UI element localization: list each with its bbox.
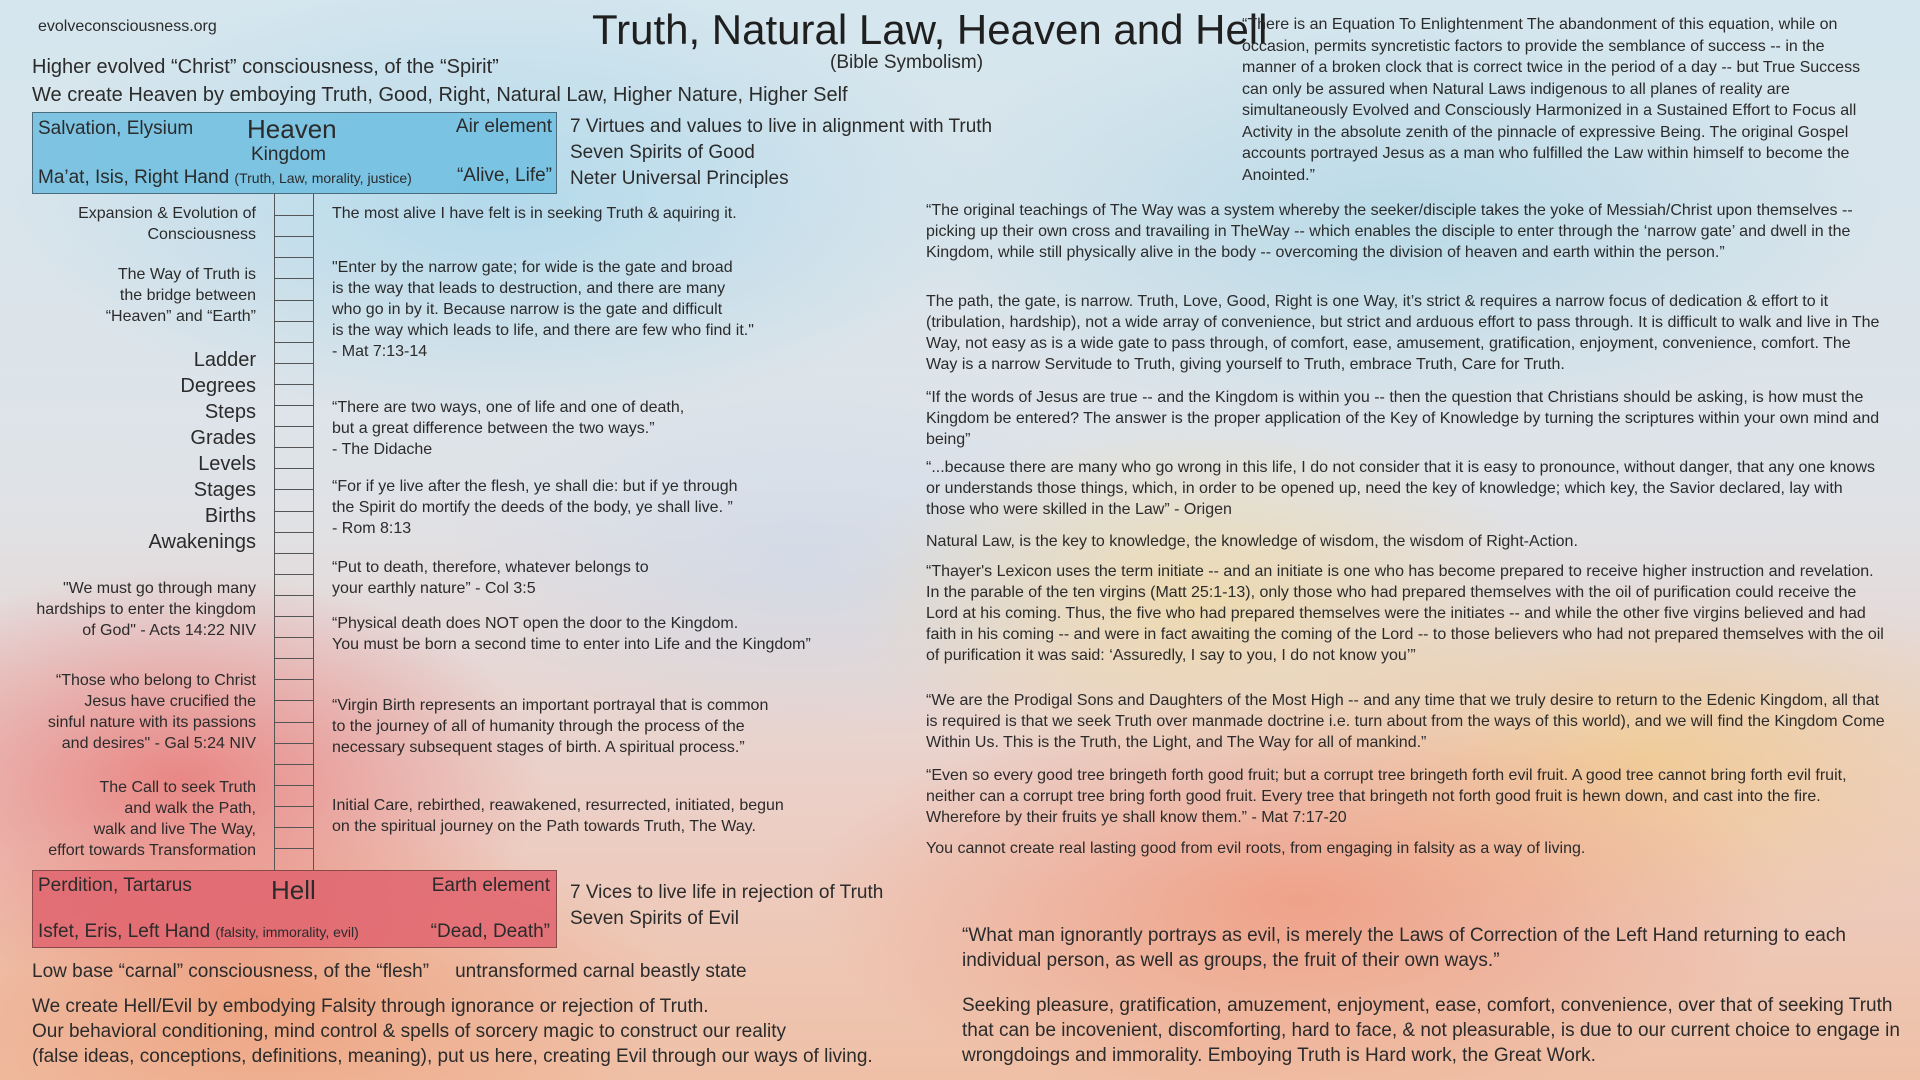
hell-label: Hell <box>271 875 316 905</box>
ladder-rung <box>275 764 313 765</box>
note-line: effort towards Transformation <box>48 842 256 859</box>
heaven-sub-label: Kingdom <box>251 144 326 165</box>
heaven-side-3: Neter Universal Principles <box>570 168 789 189</box>
ladder-rung <box>275 468 313 469</box>
note-line: and desires" - Gal 5:24 NIV <box>61 735 256 752</box>
note-line: sinful nature with its passions <box>47 714 256 731</box>
note-line: of God" - Acts 14:22 NIV <box>82 622 256 639</box>
quote-line: is the way that leads to destruction, and there are many <box>332 280 726 297</box>
ladder-rung <box>275 321 313 322</box>
left-note-expansion <box>78 203 256 245</box>
ladder-rung <box>275 532 313 533</box>
quote-line: the Spirit do mortify the deeds of the body, ye shall live. ” <box>332 499 733 516</box>
ladder-rung <box>275 679 313 680</box>
ladder-rung <box>275 658 313 659</box>
note-line: “Heaven” and “Earth” <box>105 308 256 325</box>
ladder-rung <box>275 722 313 723</box>
heaven-bottom-left <box>38 167 412 189</box>
left-note-acts <box>36 578 256 641</box>
ladder-rung <box>275 743 313 744</box>
site-url: evolveconsciousness.org <box>38 18 217 35</box>
ladder-word-stages: Stages <box>193 479 256 501</box>
right-paragraph-way: “The original teachings of The Way was a system whereby the seeker/disciple takes the yoke of Messiah/Christ upon themselves -- picking up their own cross and travailing in TheWay -- which enables the disciple to enter through the ‘narrow gate’ and dwell in the Kingdom, while still physically alive in the body -- overcoming the division of heaven and earth within the person.” <box>926 202 1853 261</box>
hell-bottom-left <box>38 921 359 943</box>
hell-bottom-left-text: Isfet, Eris, Left Hand <box>38 921 211 942</box>
quote-line: who go in by it. Because narrow is the gate and difficult <box>332 301 723 318</box>
quote-line: to the journey of all of humanity through the process of the <box>332 718 745 735</box>
ladder-rung <box>275 363 313 364</box>
note-line: "We must go through many <box>62 580 256 597</box>
heaven-bottom-right: “Alive, Life” <box>456 165 552 186</box>
ladder-rung <box>275 616 313 617</box>
mid-quote-initial-care <box>332 795 784 837</box>
left-note-call <box>48 777 256 861</box>
quote-line: You must be born a second time to enter into Life and the Kingdom” <box>332 636 811 653</box>
note-line: Jesus have crucified the <box>84 693 256 710</box>
quote-line: but a great difference between the two ways.” <box>332 420 655 437</box>
left-note-gal <box>48 670 256 754</box>
ladder-rung <box>275 278 313 279</box>
equation-quote: “There is an Equation To Enlightenment The abandonment of this equation, while on occasion, permits syncretistic factors to provide the semblance of success -- in the manner of a broken clock that is correct twice in the period of a day -- but True Success can only be assured when Natural Laws indigenous to all planes of reality are simultaneously Evolved and Consciously Harmonized in a Sustained Effort to Focus all Activity in the absolute zenith of the pinnacle of expressive Being. The original Gospel accounts portrayed Jesus as a man who fulfilled the Law within himself to become the Anointed.” <box>1242 16 1861 184</box>
ladder-rung <box>275 300 313 301</box>
mid-quote-rom <box>332 476 738 539</box>
mid-quote-col <box>332 557 649 599</box>
ladder-rung <box>275 785 313 786</box>
note-line: hardships to enter the kingdom <box>36 601 256 618</box>
ladder-rung <box>275 405 313 406</box>
ladder-rung <box>275 257 313 258</box>
ladder-rung <box>275 426 313 427</box>
heaven-box <box>32 112 557 194</box>
mid-quote-virgin-birth <box>332 695 768 758</box>
hell-top-right: Earth element <box>431 875 550 896</box>
quote-line: “There are two ways, one of life and one of death, <box>332 399 685 416</box>
hell-intro-line-2: We create Hell/Evil by embodying Falsity through ignorance or rejection of Truth. <box>32 996 709 1017</box>
right-paragraph-origen: “...because there are many who go wrong in this life, I do not consider that it is easy to pronounce, without danger, that any one knows or understands those things, which, in order to be opened up, need the key of knowledge; which key, the Savior declared, lay with those who were skilled in the Law” - Origen <box>926 459 1875 518</box>
ladder-word-grades: Grades <box>190 427 256 449</box>
ladder-word-awakenings: Awakenings <box>148 531 256 553</box>
ladder <box>274 194 314 870</box>
hell-intro-line-3: Our behavioral conditioning, mind control & spells of sorcery magic to construct our reality <box>32 1021 787 1042</box>
ladder-rung <box>275 384 313 385</box>
ladder-rung <box>275 595 313 596</box>
ladder-rung <box>275 848 313 849</box>
quote-line: "Enter by the narrow gate; for wide is the gate and broad <box>332 259 733 276</box>
quote-line: on the spiritual journey on the Path towards Truth, The Way. <box>332 818 756 835</box>
heaven-top-left: Salvation, Elysium <box>38 118 194 139</box>
hell-bottom-right: “Dead, Death” <box>430 921 550 942</box>
hell-box <box>32 870 557 948</box>
heaven-label: Heaven <box>247 114 337 144</box>
right-paragraph-natural-law: Natural Law, is the key to knowledge, the knowledge of wisdom, the wisdom of Right-Action. <box>926 533 1578 550</box>
bottom-right-pleasure: Seeking pleasure, gratification, amuzement, enjoyment, ease, comfort, convenience, over that of seeking Truth that can be incovenient, discomforting, hard to face, & not pleasurable, is due to our current choice to engage in wrongdoings and immorality. Emboying Truth is Hard work, the Great Work. <box>962 995 1900 1066</box>
ladder-word-degrees: Degrees <box>180 375 256 397</box>
ladder-word-births: Births <box>204 505 256 527</box>
ladder-rung <box>275 637 313 638</box>
hell-intro-1a: Low base “carnal” consciousness, of the “flesh” <box>32 961 430 982</box>
note-line: Consciousness <box>147 226 256 243</box>
hell-intro-line-1 <box>32 959 747 984</box>
left-note-way <box>106 264 256 327</box>
quote-line: “Put to death, therefore, whatever belongs to <box>332 559 649 576</box>
note-line: walk and live The Way, <box>93 821 256 838</box>
quote-line: - The Didache <box>332 441 433 458</box>
heaven-top-right: Air element <box>455 116 552 137</box>
mid-quote-narrow-gate <box>332 257 754 362</box>
right-paragraph-tree: “Even so every good tree bringeth forth good fruit; but a corrupt tree bringeth forth evil fruit. A good tree cannot bring forth evil fruit, neither can a corrupt tree bring forth good fruit. Every tree that bringeth not forth good fruit is hewn down, and cast into the fire. Wherefore by their fruits ye shall know them.” - Mat 7:17-20 <box>926 767 1847 826</box>
hell-side-2: Seven Spirits of Evil <box>570 908 739 929</box>
right-paragraph-roots: You cannot create real lasting good from evil roots, from engaging in falsity as a way of living. <box>926 840 1586 857</box>
note-line: The Way of Truth is <box>117 266 256 283</box>
hell-bottom-left-small: (falsity, immorality, evil) <box>215 924 359 940</box>
heaven-side-1: 7 Virtues and values to live in alignment with Truth <box>570 116 993 137</box>
ladder-word-ladder: Ladder <box>193 349 256 371</box>
ladder-rung <box>275 447 313 448</box>
ladder-rung <box>275 342 313 343</box>
quote-line: - Rom 8:13 <box>332 520 412 537</box>
quote-line: - Mat 7:13-14 <box>332 343 428 360</box>
hell-intro-line-4: (false ideas, conceptions, definitions, meaning), put us here, creating Evil through our ways of living. <box>32 1046 873 1067</box>
note-line: Expansion & Evolution of <box>78 205 256 222</box>
heaven-side-2: Seven Spirits of Good <box>570 142 755 163</box>
page-subtitle: (Bible Symbolism) <box>830 52 984 73</box>
right-paragraph-prodigal: “We are the Prodigal Sons and Daughters of the Most High -- and any time that we truly desire to return to the Edenic Kingdom, all that is required is that we seek Truth over manmade doctrine i.e. turn about from the ways of this world), and we will find the Kingdom Come Within Us. This is the Truth, the Light, and The Way for all of mankind.” <box>926 692 1885 751</box>
quote-line: necessary subsequent stages of birth. A spiritual process.” <box>332 739 745 756</box>
heaven-intro-2: We create Heaven by emboying Truth, Good, Right, Natural Law, Higher Nature, Higher Self <box>32 84 848 106</box>
ladder-rung <box>275 700 313 701</box>
ladder-rung <box>275 215 313 216</box>
quote-line: The most alive I have felt is in seeking Truth & aquiring it. <box>332 205 737 222</box>
ladder-word-levels: Levels <box>198 453 256 475</box>
heaven-bottom-left-text: Ma’at, Isis, Right Hand <box>38 167 230 188</box>
quote-line: Initial Care, rebirthed, reawakened, resurrected, initiated, begun <box>332 797 784 814</box>
mid-quote-didache <box>332 397 684 460</box>
ladder-word-steps: Steps <box>204 401 256 423</box>
quote-line: your earthly nature” - Col 3:5 <box>332 580 536 597</box>
ladder-rung <box>275 489 313 490</box>
quote-line: is the way which leads to life, and there are few who find it." <box>332 322 754 339</box>
bottom-right-correction: “What man ignorantly portrays as evil, is merely the Laws of Correction of the Left Hand returning to each individual person, as well as groups, the fruit of their own ways.” <box>962 925 1846 971</box>
ladder-rung <box>275 236 313 237</box>
right-paragraph-path: The path, the gate, is narrow. Truth, Love, Good, Right is one Way, it’s strict & requires a narrow focus of dedication & effort to it (tribulation, hardship), not a wide array of convenience, but strict and arduous effort to pass through. It is difficult to walk and live in The Way, not easy as is a wide gate to pass through, of comfort, ease, amusement, gratification, enjoyment, convenience, comfort. The Way is a narrow Servitude to Truth, giving yourself to Truth, embrace Truth, Care for Truth. <box>926 293 1880 373</box>
ladder-rung <box>275 553 313 554</box>
note-line: the bridge between <box>119 287 256 304</box>
note-line: “Those who belong to Christ <box>55 672 256 689</box>
mid-quote-physical-death <box>332 613 811 655</box>
note-line: The Call to seek Truth <box>99 779 256 796</box>
heaven-bottom-left-small: (Truth, Law, morality, justice) <box>234 170 412 186</box>
heaven-intro-1: Higher evolved “Christ” consciousness, of the “Spirit” <box>32 56 499 78</box>
right-paragraph-kingdom: “If the words of Jesus are true -- and the Kingdom is within you -- then the question that Christians should be asking, is how must the Kingdom be entered? The answer is the proper application of the Key of Knowledge by turning the scriptures within your own mind and being” <box>926 389 1880 448</box>
hell-intro-1b: untransformed carnal beastly state <box>455 961 747 982</box>
ladder-rung <box>275 574 313 575</box>
quote-line: “For if ye live after the flesh, ye shall die: but if ye through <box>332 478 738 495</box>
note-line: and walk the Path, <box>124 800 256 817</box>
right-paragraph-thayer: “Thayer's Lexicon uses the term initiate -- and an initiate is one who has become prepared to receive higher instruction and revelation. In the parable of the ten virgins (Matt 25:1-13), only those who had prepared themselves with the oil of purification could receive the Lord at his coming. Thus, the five who had prepared themselves were the initiates -- and while the other five virgins believed and had faith in his coming -- and were in fact awaiting the coming of the Lord -- to those believers who had not prepared themselves with the oil of purification it was said: ‘Assuredly, I say to you, I do not know you’” <box>926 563 1884 664</box>
hell-top-left: Perdition, Tartarus <box>38 875 192 896</box>
ladder-rung <box>275 511 313 512</box>
mid-quote-alive <box>332 203 737 224</box>
ladder-rung <box>275 827 313 828</box>
hell-side-1: 7 Vices to live life in rejection of Truth <box>570 882 884 903</box>
quote-line: “Virgin Birth represents an important portrayal that is common <box>332 697 769 714</box>
page-title: Truth, Natural Law, Heaven and Hell <box>592 6 1268 53</box>
quote-line: “Physical death does NOT open the door to the Kingdom. <box>332 615 739 632</box>
ladder-rung <box>275 806 313 807</box>
